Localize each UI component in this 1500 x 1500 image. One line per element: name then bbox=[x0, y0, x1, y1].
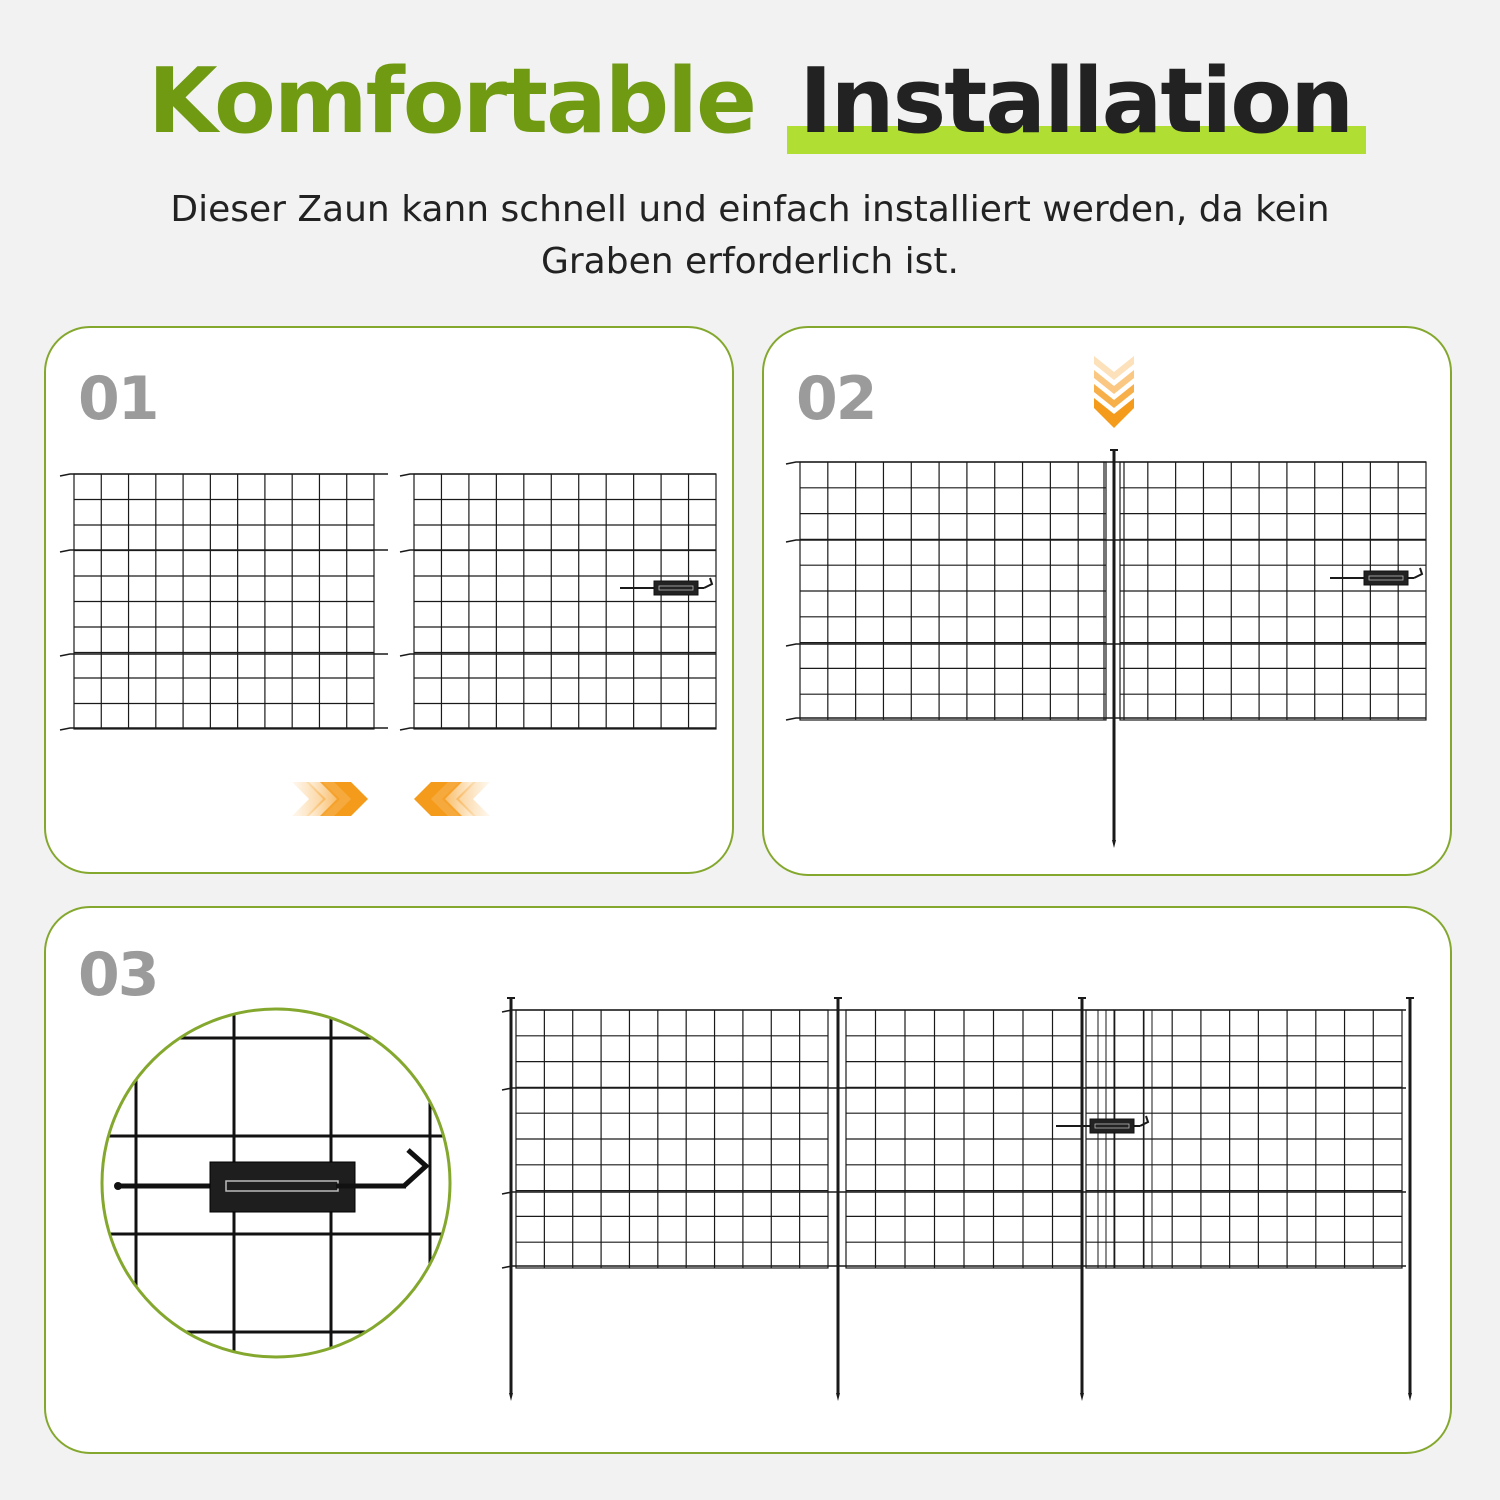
right-chevrons-icon bbox=[292, 782, 368, 816]
connected-fence-icon bbox=[46, 908, 1454, 1456]
title-part1: Komfortable bbox=[147, 49, 756, 154]
title-part2: Installation bbox=[799, 49, 1353, 154]
page-title bbox=[0, 49, 1500, 154]
step-number-3: 03 bbox=[78, 940, 158, 1010]
down-chevrons-icon bbox=[1094, 356, 1134, 428]
step-panel-2 bbox=[762, 326, 1452, 876]
title-part2-highlighted bbox=[799, 49, 1353, 154]
step-number-1: 01 bbox=[78, 364, 158, 434]
left-chevrons-icon bbox=[414, 782, 490, 816]
step-panel-1 bbox=[44, 326, 734, 874]
latch-detail-magnifier bbox=[86, 998, 466, 1368]
step-panel-3 bbox=[44, 906, 1452, 1454]
subtitle: Dieser Zaun kann schnell und einfach installiert werden, da kein Graben erforderlich ist. bbox=[170, 189, 1330, 282]
step-number-2: 02 bbox=[796, 364, 876, 434]
stake-insert-icon bbox=[764, 328, 1454, 878]
fence-panels-joining-icon bbox=[46, 328, 736, 876]
